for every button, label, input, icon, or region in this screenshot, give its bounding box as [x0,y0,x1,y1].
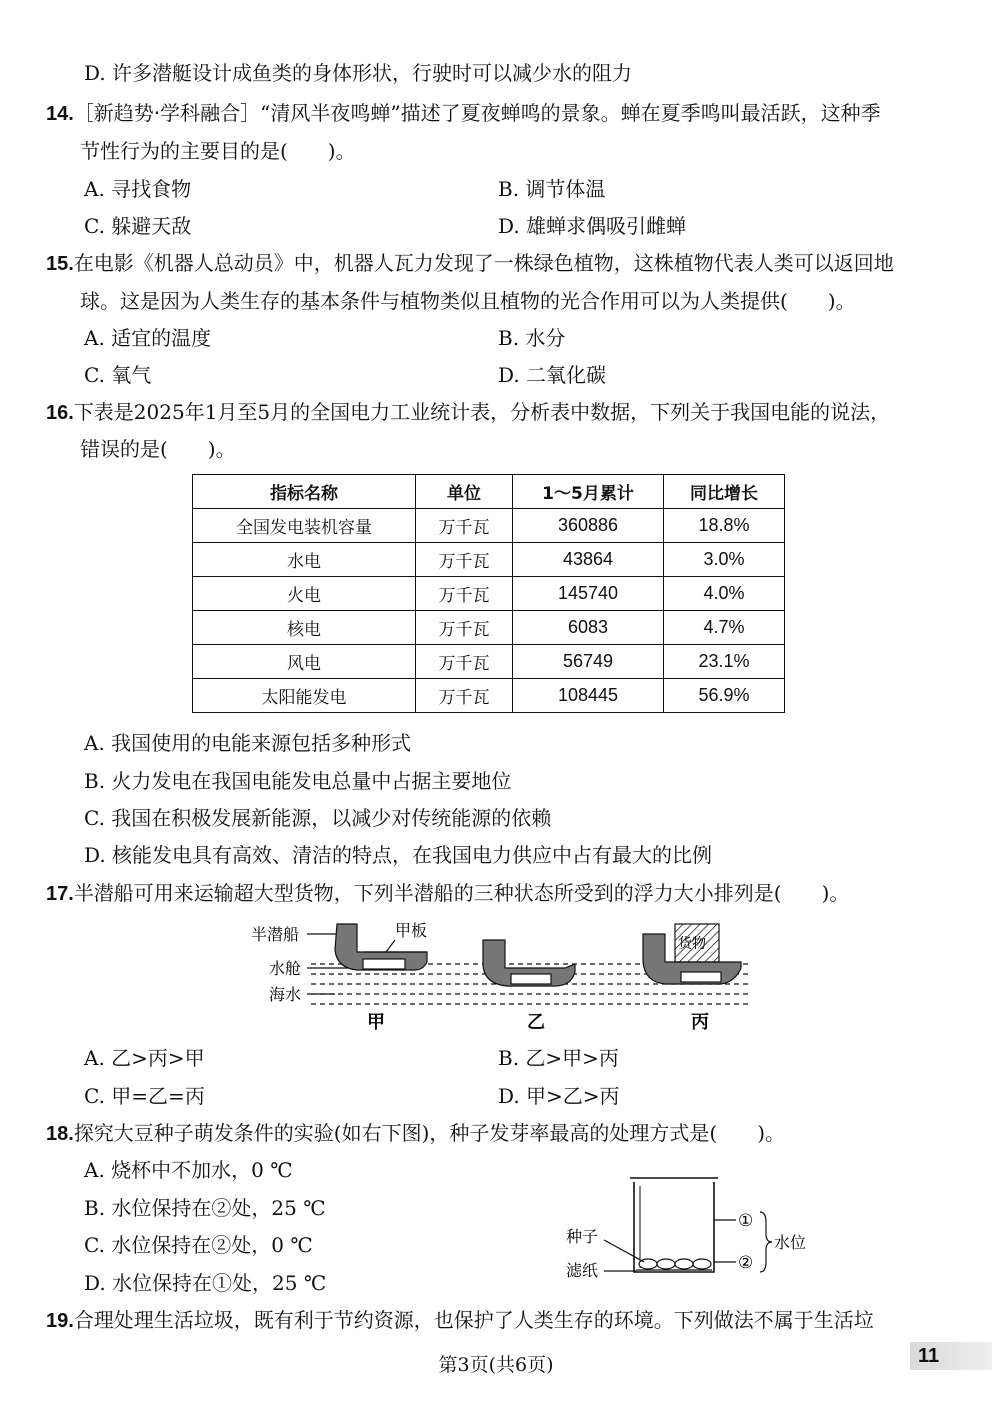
question-17 [46,880,849,907]
table-header-cell: 同比增长 [664,475,785,509]
table-row [193,611,785,645]
question-15 [46,250,894,277]
label-sea: 海水 [269,985,302,1004]
q15-option-b: B. 水分 [498,326,566,350]
ship-state-2 [483,940,575,1033]
page-footer: 第3页(共6页) [438,1354,554,1376]
table-cell: 万千瓦 [416,611,513,645]
label-deck: 甲板 [395,921,428,940]
ship-state-3 [643,924,741,1033]
table-header-cell: 1～5月累计 [513,475,664,509]
table-cell: 4.0% [664,577,785,611]
question-19 [46,1307,874,1334]
q16-option-d: D. 核能发电具有高效、清洁的特点，在我国电力供应中占有最大的比例 [84,843,713,867]
table-cell: 4.7% [664,611,785,645]
question-number: 16. [46,402,74,424]
q15-option-c: C. 氧气 [84,363,152,387]
q17-option-a: A. 乙>丙>甲 [84,1046,205,1070]
q16-option-b: B. 火力发电在我国电能发电总量中占据主要地位 [84,769,512,793]
seed-germination-figure [560,1168,820,1284]
q17-option-c: C. 甲=乙=丙 [84,1084,205,1108]
question-14 [46,100,881,127]
label-tank: 水舱 [269,959,302,978]
q18-option-b: B. 水位保持在②处，25 ℃ [84,1196,326,1220]
q17-option-d: D. 甲>乙>丙 [498,1084,620,1108]
level-2-label: ② [738,1253,754,1273]
page-number-badge: 11 [910,1342,992,1370]
q16-option-a: A. 我国使用的电能来源包括多种形式 [84,731,412,755]
question-number: 17. [46,883,74,905]
label-seed: 种子 [566,1227,599,1246]
label-water-level: 水位 [774,1233,807,1252]
question-text: 下表是2025年1月至5月的全国电力工业统计表，分析表中数据，下列关于我国电能的说法， [73,400,891,424]
table-cell: 风电 [193,645,416,679]
table-cell: 108445 [513,679,664,713]
table-cell: 18.8% [664,509,785,543]
question-number: 14. [46,103,74,125]
q14-option-a: A. 寻找食物 [84,177,192,201]
q14-option-b: B. 调节体温 [498,177,606,201]
table-row [193,543,785,577]
table-cell: 万千瓦 [416,645,513,679]
question-number: 18. [46,1123,74,1145]
table-header-row [193,475,785,509]
table-cell: 全国发电装机容量 [193,509,416,543]
level-1-label: ① [738,1211,754,1231]
question-16 [46,399,890,426]
question-text: “清风半夜鸣蝉”描述了夏夜蝉鸣的景象。蝉在夏季鸣叫最活跃，这种季 [260,101,881,125]
table-cell: 万千瓦 [416,577,513,611]
question-text-cont: 错误的是( )。 [80,437,236,461]
q18-option-a: A. 烧杯中不加水，0 ℃ [84,1158,293,1182]
power-statistics-table [192,474,785,713]
question-text-cont: 节性行为的主要目的是( )。 [80,139,356,163]
question-18 [46,1120,785,1147]
table-cell: 水电 [193,543,416,577]
label-filter-paper: 滤纸 [566,1261,599,1280]
q15-option-d: D. 二氧化碳 [498,363,607,387]
q15-option-a: A. 适宜的温度 [84,326,212,350]
table-header-cell: 指标名称 [193,475,416,509]
semi-submersible-ship-figure [245,912,765,1036]
q18-option-d: D. 水位保持在①处，25 ℃ [84,1271,327,1295]
question-text: 探究大豆种子萌发条件的实验(如右下图)，种子发芽率最高的处理方式是( )。 [73,1121,786,1145]
table-cell: 56749 [513,645,664,679]
state-label: 甲 [367,1012,385,1033]
table-cell: 火电 [193,577,416,611]
q16-option-c: C. 我国在积极发展新能源，以减少对传统能源的依赖 [84,806,552,830]
state-label: 丙 [691,1012,709,1033]
table-cell: 万千瓦 [416,509,513,543]
seeds [639,1259,711,1269]
question-tag: ［新趋势·学科融合］ [73,101,261,125]
ship-state-1 [335,924,427,1033]
table-cell: 万千瓦 [416,543,513,577]
question-text: 合理处理生活垃圾，既有利于节约资源，也保护了人类生存的环境。下列做法不属于生活垃 [73,1308,874,1332]
table-cell: 145740 [513,577,664,611]
table-cell: 6083 [513,611,664,645]
label-cargo: 货物 [678,936,706,952]
table-row [193,645,785,679]
q17-option-b: B. 乙>甲>丙 [498,1046,619,1070]
table-row [193,577,785,611]
table-header-cell: 单位 [416,475,513,509]
table-cell: 核电 [193,611,416,645]
table-cell: 万千瓦 [416,679,513,713]
question-text-cont: 球。这是因为人类生存的基本条件与植物类似且植物的光合作用可以为人类提供( )。 [80,289,856,313]
q13-option-d: D. 许多潜艇设计成鱼类的身体形状，行驶时可以减少水的阻力 [84,61,633,85]
table-cell: 360886 [513,509,664,543]
table-row [193,679,785,713]
table-cell: 3.0% [664,543,785,577]
q14-option-c: C. 躲避天敌 [84,214,192,238]
q14-option-d: D. 雄蝉求偶吸引雌蝉 [498,214,687,238]
question-text: 在电影《机器人总动员》中，机器人瓦力发现了一株绿色植物，这株植物代表人类可以返回地 [73,251,894,275]
table-cell: 23.1% [664,645,785,679]
table-cell: 56.9% [664,679,785,713]
question-number: 15. [46,253,74,275]
q18-option-c: C. 水位保持在②处，0 ℃ [84,1233,313,1257]
label-ship: 半潜船 [251,925,300,944]
state-label: 乙 [527,1012,545,1033]
table-cell: 太阳能发电 [193,679,416,713]
question-text: 半潜船可用来运输超大型货物，下列半潜船的三种状态所受到的浮力大小排列是( )。 [73,881,850,905]
table-cell: 43864 [513,543,664,577]
question-number: 19. [46,1310,74,1332]
table-row [193,509,785,543]
